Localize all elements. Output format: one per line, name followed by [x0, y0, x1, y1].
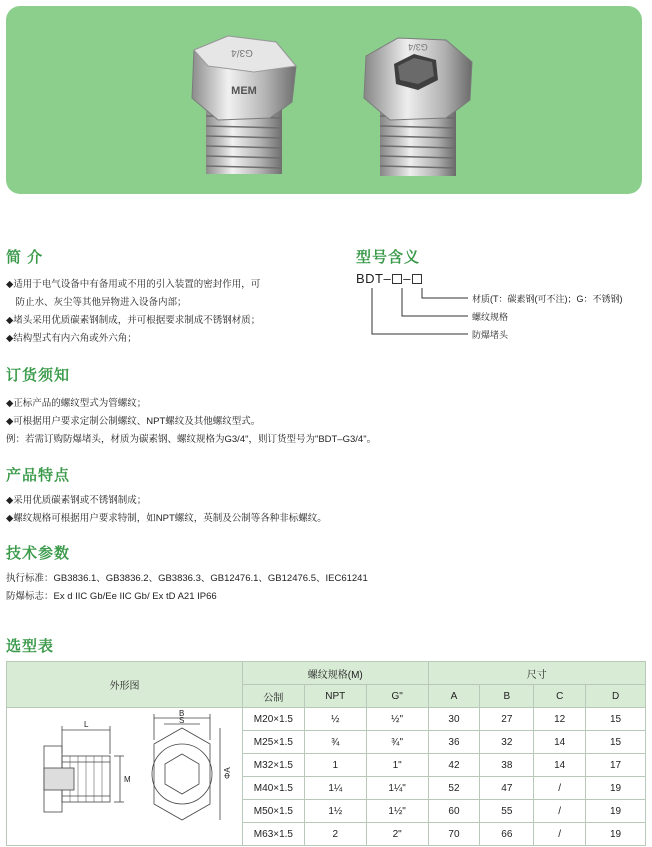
cell-b: 38 — [480, 754, 534, 777]
cell-npt: 1 — [304, 754, 366, 777]
cell-metric: M63×1.5 — [242, 823, 304, 846]
model-slot-thread — [392, 274, 402, 284]
model-prefix: BDT– — [356, 271, 392, 286]
svg-text:MEM: MEM — [231, 85, 257, 97]
features-title: 产品特点 — [6, 467, 71, 484]
order-example: 例：若需订购防爆堵头，材质为碳素钢、螺纹规格为G3/4"，则订货型号为"BDT–G3/4"。 — [6, 434, 377, 445]
selection-table — [6, 661, 646, 846]
hex-plug-image-left — [184, 32, 304, 182]
order-line: ◆可根据用户要求定制公制螺纹、NPT螺纹及其他螺纹型式。 — [6, 416, 261, 427]
features-line: ◆采用优质碳素钢或不锈钢制成； — [6, 495, 147, 506]
tech-standards: 执行标准：GB3836.1、GB3836.2、GB3836.3、GB12476.1、GB12476.5、IEC61241 — [6, 573, 368, 584]
cell-b: 47 — [480, 777, 534, 800]
intro-title: 简 介 — [6, 249, 44, 266]
cell-metric: M25×1.5 — [242, 731, 304, 754]
cell-d: 19 — [586, 777, 646, 800]
cell-c: / — [534, 823, 586, 846]
cell-metric: M20×1.5 — [242, 708, 304, 731]
cell-a: 60 — [428, 800, 480, 823]
cell-d: 17 — [586, 754, 646, 777]
dimension-drawing — [14, 710, 234, 840]
cell-b: 66 — [480, 823, 534, 846]
model-leader-lines — [360, 286, 470, 342]
order-line: ◆正标产品的螺纹型式为管螺纹； — [6, 398, 147, 409]
col-a: A — [428, 685, 480, 708]
svg-text:ΦA: ΦA — [223, 767, 233, 779]
cell-a: 30 — [428, 708, 480, 731]
cell-metric: M32×1.5 — [242, 754, 304, 777]
model-legend-material: 材质(T：碳素钢(可不注)；G：不锈钢) — [472, 294, 623, 304]
cell-d: 15 — [586, 731, 646, 754]
cell-g: ½" — [366, 708, 428, 731]
model-legend-product: 防爆堵头 — [472, 330, 509, 340]
cell-a: 52 — [428, 777, 480, 800]
col-b: B — [480, 685, 534, 708]
tech-marking: 防爆标志：Ex d IIC Gb/Ee IIC Gb/ Ex tD A21 IP66 — [6, 591, 217, 602]
col-size: 尺寸 — [428, 662, 645, 685]
cell-g: 1½" — [366, 800, 428, 823]
cell-g: 2" — [366, 823, 428, 846]
order-title: 订货须知 — [6, 367, 71, 384]
col-c: C — [534, 685, 586, 708]
model-code — [356, 271, 423, 286]
svg-text:G3/4: G3/4 — [408, 42, 428, 52]
cell-a: 36 — [428, 731, 480, 754]
cell-a: 42 — [428, 754, 480, 777]
intro-line: 防止水、灰尘等其他异物进入设备内部； — [6, 297, 187, 308]
table-row — [7, 708, 646, 731]
svg-text:L: L — [84, 720, 89, 729]
cell-g: 1" — [366, 754, 428, 777]
cell-npt: ¾ — [304, 731, 366, 754]
svg-text:B: B — [179, 710, 185, 718]
svg-text:G3/4: G3/4 — [231, 47, 253, 58]
cell-metric: M40×1.5 — [242, 777, 304, 800]
cell-d: 19 — [586, 800, 646, 823]
intro-line: ◆结构型式有内六角或外六角； — [6, 333, 137, 344]
tech-title: 技术参数 — [6, 545, 71, 562]
cell-d: 15 — [586, 708, 646, 731]
cell-g: ¾" — [366, 731, 428, 754]
model-slot-material — [412, 274, 422, 284]
cell-npt: 1¼ — [304, 777, 366, 800]
intro-line: ◆堵头采用优质碳素钢制成，并可根据要求制成不锈钢材质； — [6, 315, 261, 326]
model-title: 型号含义 — [356, 249, 421, 266]
intro-line: ◆适用于电气设备中有备用或不用的引入装置的密封作用，可 — [6, 279, 261, 290]
dimension-drawing-cell — [7, 708, 243, 846]
cell-c: 14 — [534, 731, 586, 754]
cell-c: / — [534, 800, 586, 823]
features-line: ◆螺纹规格可根据用户要求特制，如NPT螺纹，英制及公制等各种非标螺纹。 — [6, 513, 327, 524]
svg-text:M: M — [124, 775, 132, 784]
cell-b: 32 — [480, 731, 534, 754]
cell-b: 27 — [480, 708, 534, 731]
model-sep: – — [403, 271, 411, 286]
selection-title: 选型表 — [6, 638, 55, 655]
cell-g: 1¼" — [366, 777, 428, 800]
cell-npt: 1½ — [304, 800, 366, 823]
cell-c: 14 — [534, 754, 586, 777]
cell-c: 12 — [534, 708, 586, 731]
col-thread: 螺纹规格(M) — [242, 662, 428, 685]
col-npt: NPT — [304, 685, 366, 708]
cell-metric: M50×1.5 — [242, 800, 304, 823]
product-banner — [6, 6, 642, 194]
col-shape: 外形图 — [7, 662, 243, 708]
model-legend-thread: 螺纹规格 — [472, 312, 509, 322]
col-metric: 公制 — [242, 685, 304, 708]
socket-plug-image-right — [358, 34, 478, 184]
cell-npt: ½ — [304, 708, 366, 731]
cell-a: 70 — [428, 823, 480, 846]
cell-npt: 2 — [304, 823, 366, 846]
cell-b: 55 — [480, 800, 534, 823]
cell-d: 19 — [586, 823, 646, 846]
col-d: D — [586, 685, 646, 708]
svg-text:S: S — [179, 716, 185, 725]
cell-c: / — [534, 777, 586, 800]
col-g: G" — [366, 685, 428, 708]
